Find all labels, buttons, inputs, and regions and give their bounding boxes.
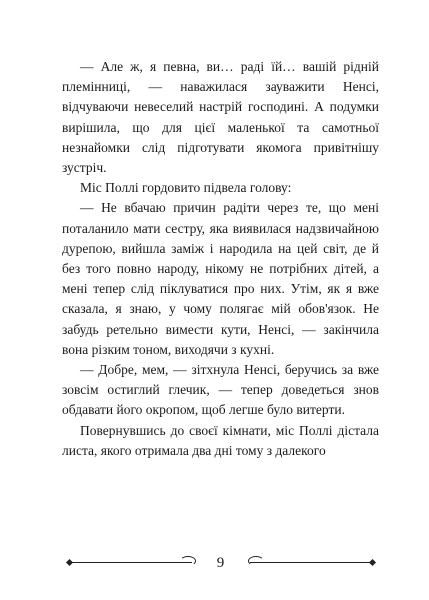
footer-flourish-right — [248, 556, 264, 566]
footer-ornament-right — [250, 562, 370, 563]
paragraph-5: Повернувшись до своєї кімнати, міс Поллі дістала листа, якого отримала два дні тому з далекого — [62, 422, 379, 458]
page-number: 9 — [216, 555, 225, 571]
paragraph-3: — Не вбачаю причин радіти через те, що мені поталанило мати сестру, яка виявилася надзвичайною дурепою, вийшла заміж і народила на цей світ, де й без того повно народу, нікому не потрібних дітей, а мені тепер слід піклуватися про них. Утім, як я вже сказала, я знаю, у чому полягає мій обов'язок. Не забудь ретельно вимести кути, Ненсі, — закінчила вона різким тоном, виходячи з кухні. — [62, 200, 379, 357]
paragraph-1: — Але ж, я певна, ви… раді їй… вашій рідній племінниці, — наважилася зауважити Ненсі, відчуваючи невеселий настрій господині. А подумки вирішила, що для цієї маленької та самотньої незнайомки слід підготувати якомога привітнішу зустріч. — [62, 59, 379, 176]
body-text — [62, 57, 379, 461]
page-footer — [62, 553, 379, 573]
paragraph-2: Міс Поллі гордовито підвела голову: — [80, 180, 292, 196]
paragraph-4: — Добре, мем, — зітхнула Ненсі, беручись за вже зовсім остиглий глечик, — тепер доведеться знов обдавати його окропом, щоб легше було витерти. — [62, 362, 379, 418]
